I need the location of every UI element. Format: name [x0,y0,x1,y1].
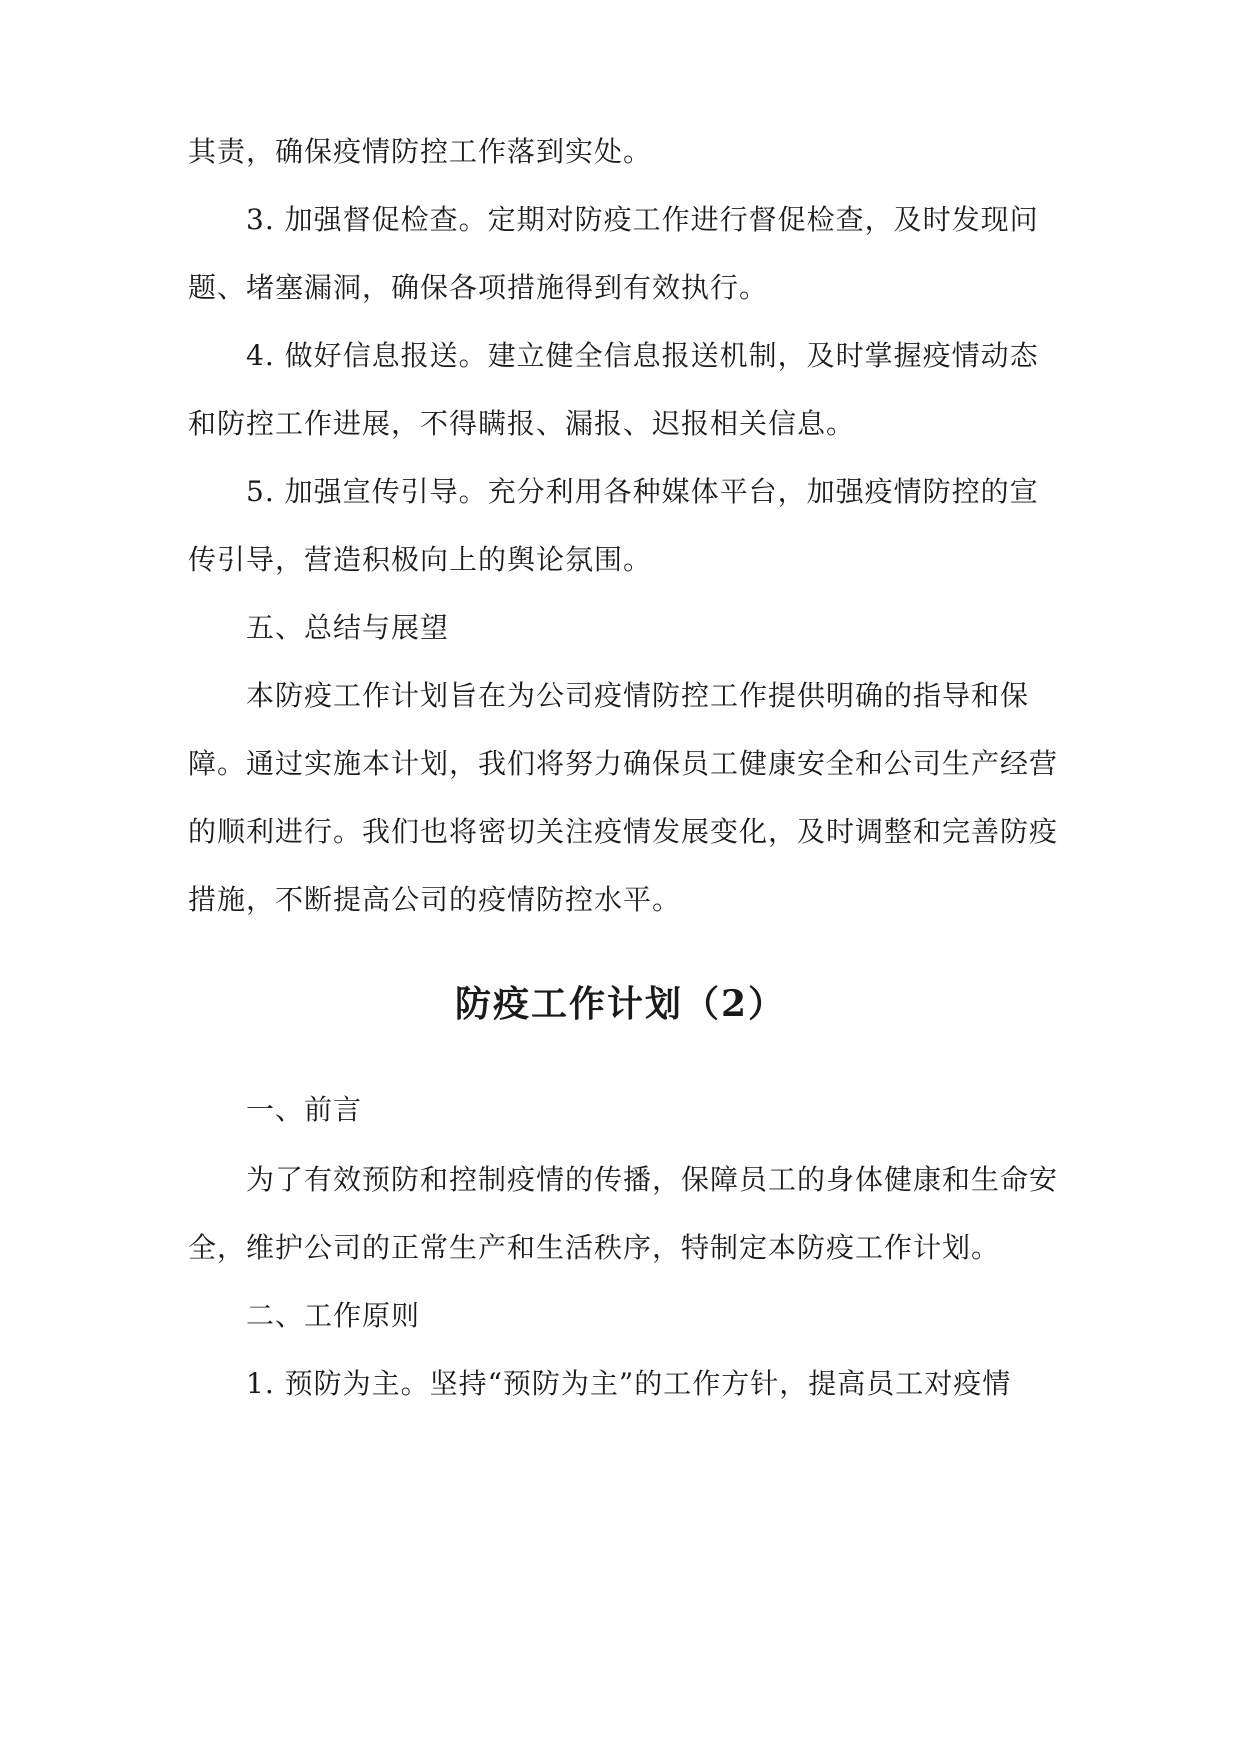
paragraph-line: 本防疫工作计划旨在为公司疫情防控工作提供明确的指导和保 [246,679,1030,712]
paragraph-line: 1. 预防为主。坚持“预防为主”的工作方针，提高员工对疫情 [246,1367,1012,1400]
paragraph-line: 和防控工作进展，不得瞒报、漏报、迟报相关信息。 [188,407,856,440]
paragraph-line: 障。通过实施本计划，我们将努力确保员工健康安全和公司生产经营 [188,747,1059,780]
paragraph-line: 题、堵塞漏洞，确保各项措施得到有效执行。 [188,271,769,304]
section-heading: 一、前言 [246,1093,363,1126]
paragraph-line: 措施，不断提高公司的疫情防控水平。 [188,883,682,916]
section-heading: 五、总结与展望 [246,611,450,644]
paragraph-line: 传引导，营造积极向上的舆论氛围。 [188,543,653,576]
paragraph-line: 5. 加强宣传引导。充分利用各种媒体平台，加强疫情防控的宣 [246,475,1039,508]
paragraph-line: 其责，确保疫情防控工作落到实处。 [188,135,653,168]
paragraph-line: 为了有效预防和控制疫情的传播，保障员工的身体健康和生命安 [246,1163,1059,1196]
page-title: 防疫工作计划（2） [454,983,787,1025]
paragraph-line: 4. 做好信息报送。建立健全信息报送机制，及时掌握疫情动态 [246,339,1039,372]
paragraph-line: 全，维护公司的正常生产和生活秩序，特制定本防疫工作计划。 [188,1231,1001,1264]
paragraph-line: 的顺利进行。我们也将密切关注疫情发展变化，及时调整和完善防疫 [188,815,1059,848]
paragraph-line: 3. 加强督促检查。定期对防疫工作进行督促检查，及时发现问 [246,203,1039,236]
section-heading: 二、工作原则 [246,1299,421,1332]
